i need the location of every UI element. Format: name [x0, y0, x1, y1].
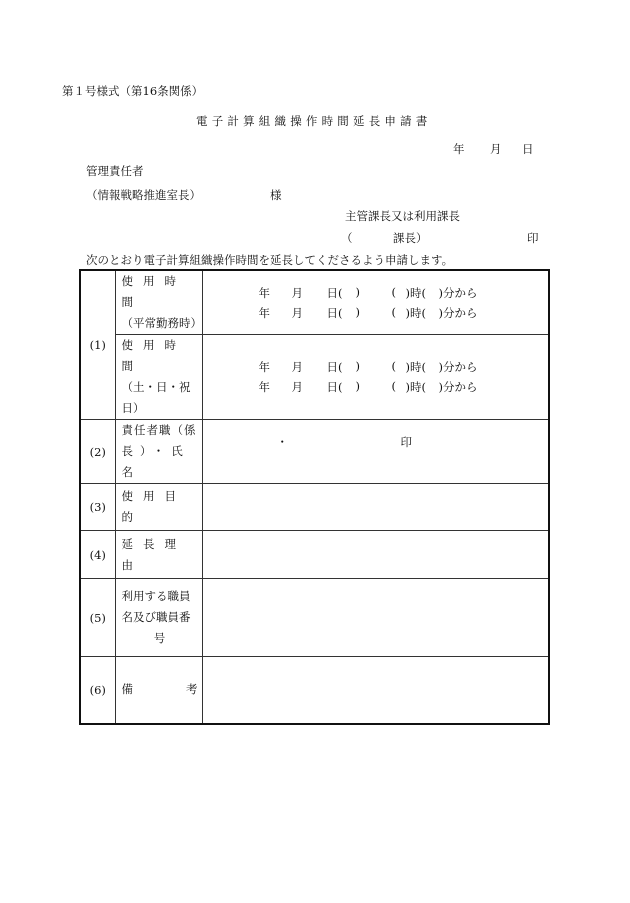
label-staff-info — [115, 579, 202, 657]
date-month: 月 — [490, 142, 502, 156]
time-entry-from[interactable] — [203, 357, 549, 377]
year-label: 年 — [258, 305, 270, 320]
row-extension-reason — [80, 531, 549, 579]
row-usage-time-weekday — [80, 270, 549, 335]
label-line: 名及び職員番 — [121, 610, 191, 624]
label-line: 責任者職（係 — [121, 423, 197, 437]
applicant-role: 主管課長又は利用課長 — [345, 209, 460, 223]
row-number-3: (3) — [80, 484, 115, 531]
time-entry-from[interactable] — [203, 283, 549, 303]
remarks-field[interactable] — [202, 657, 549, 724]
label-line — [122, 679, 198, 700]
addressee-title: 管理責任者 — [86, 164, 144, 178]
day-label: 日( — [326, 360, 343, 374]
paren-open: ( — [391, 379, 396, 393]
row-staff-info — [80, 579, 549, 657]
minutes-label: )分から — [438, 360, 478, 374]
label-extension-reason: 延長理由 — [115, 531, 202, 579]
row-number-2: (2) — [80, 420, 115, 484]
paren-open: ( — [391, 284, 396, 299]
staff-info-field[interactable] — [202, 579, 549, 657]
applicant-dept-suffix: 課長） — [393, 231, 428, 245]
hour-label: )時( — [405, 360, 426, 374]
row-number-4: (4) — [80, 531, 115, 579]
applicant-paren-open: （ — [341, 231, 353, 245]
paren-close: ) — [355, 379, 360, 393]
row-remarks — [80, 657, 549, 724]
row-usage-time-weekend — [80, 335, 549, 420]
paren-close: ) — [355, 284, 360, 299]
row-purpose — [80, 484, 549, 531]
day-label: 日( — [326, 305, 343, 320]
hour-label: )時( — [405, 380, 426, 394]
month-label: 月 — [291, 360, 303, 374]
application-table — [79, 269, 550, 725]
hour-label: )時( — [405, 305, 426, 320]
label-right: 考 — [186, 682, 198, 697]
extension-reason-field[interactable] — [202, 531, 549, 579]
time-entry-weekend[interactable] — [202, 335, 549, 420]
paren-close: ) — [355, 304, 360, 319]
year-label: 年 — [258, 380, 270, 394]
year-label: 年 — [258, 360, 270, 374]
date-year: 年 — [453, 142, 465, 156]
month-label: 月 — [291, 305, 303, 320]
seal-mark: 印 — [400, 435, 412, 449]
row-number-5: (5) — [80, 579, 115, 657]
label-usage-time-weekday — [115, 270, 202, 335]
label-line: 利用する職員 — [121, 589, 191, 603]
date-day: 日 — [522, 142, 534, 156]
row-number-6: (6) — [80, 657, 115, 724]
responsible-person-field[interactable] — [202, 420, 549, 484]
label-purpose: 使用目的 — [115, 484, 202, 531]
paren-open: ( — [391, 304, 396, 319]
day-label: 日( — [326, 380, 343, 394]
label-line: 号 — [153, 631, 166, 645]
day-label: 日( — [326, 285, 343, 300]
time-entry-weekday[interactable] — [202, 270, 549, 335]
minutes-label: )分から — [438, 305, 478, 320]
addressee-honorific: 様 — [270, 188, 282, 202]
year-label: 年 — [258, 285, 270, 300]
label-remarks — [115, 657, 202, 724]
separator-dot: ・ — [276, 435, 288, 449]
hour-label: )時( — [405, 285, 426, 300]
addressee-office: （情報戦略推進室長） — [86, 188, 201, 202]
paren-close: ) — [355, 359, 360, 373]
month-label: 月 — [291, 285, 303, 300]
label-line: （土・日・祝日） — [121, 380, 191, 415]
time-entry-to[interactable] — [203, 377, 549, 397]
page-title: 電子計算組織操作時間延長申請書 — [196, 114, 432, 128]
label-usage-time-weekend — [115, 335, 202, 420]
paren-open: ( — [391, 359, 396, 373]
minutes-label: )分から — [438, 285, 478, 300]
minutes-label: )分から — [438, 380, 478, 394]
month-label: 月 — [291, 380, 303, 394]
label-line: 使用時間 — [121, 338, 186, 373]
purpose-field[interactable] — [202, 484, 549, 531]
intro-text: 次のとおり電子計算組織操作時間を延長してくださるよう申請します。 — [86, 253, 454, 267]
row-responsible-person — [80, 420, 549, 484]
label-line: 長）・氏名 — [121, 444, 190, 479]
row-number-1: (1) — [80, 270, 115, 420]
form-number: 第１号様式（第16条関係） — [62, 84, 204, 98]
label-line — [122, 271, 198, 313]
label-responsible-person — [115, 420, 202, 484]
label-left: 備 — [121, 682, 133, 697]
applicant-seal: 印 — [527, 231, 539, 245]
label-line: （平常勤務時） — [121, 316, 202, 330]
time-entry-to[interactable] — [203, 303, 549, 323]
label-text: 使用時間 — [121, 274, 186, 309]
